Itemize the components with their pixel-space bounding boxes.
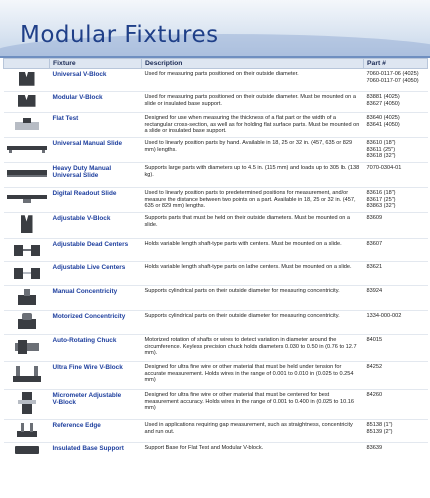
part-number-line: 83607: [366, 241, 383, 247]
modular-v-block-icon: [4, 92, 50, 113]
table-row: [4, 188, 428, 213]
base-support-icon: [4, 443, 50, 460]
live-centers-icon: [4, 262, 50, 286]
table-row: [4, 262, 428, 286]
part-number: [364, 188, 428, 213]
fixture-name: [50, 420, 142, 443]
readout-slide-icon: [4, 188, 50, 213]
flat-test-icon: [4, 113, 50, 138]
part-number: [364, 213, 428, 239]
fixture-description: Holds variable length shaft-type parts with centers. Must be mounted on a slide.: [142, 239, 364, 262]
fixture-name-line: Flat Test: [52, 115, 79, 122]
fixture-name: [50, 311, 142, 335]
table-row: [4, 69, 428, 92]
fixture-name-line: Universal V-Block: [52, 71, 107, 78]
manual-slide-icon: [4, 138, 50, 163]
fixture-name: [50, 335, 142, 362]
fixture-name-line: Motorized Concentricity: [52, 313, 126, 320]
adjustable-v-block-icon: [4, 213, 50, 239]
fixture-name-line: Adjustable Live Centers: [52, 264, 126, 271]
part-number-line: 83924: [366, 288, 383, 294]
fixture-name-line: Universal Slide: [52, 172, 99, 180]
table-row: [4, 390, 428, 420]
part-number: [364, 311, 428, 335]
part-number-line: 83881 (4025): [366, 94, 400, 100]
fixture-name-line: Universal Manual Slide: [52, 140, 123, 147]
fixture-name: [50, 163, 142, 188]
table-row: [4, 92, 428, 113]
header-image: [4, 59, 50, 69]
page-title: Modular Fixtures: [20, 22, 219, 48]
fixture-name: [50, 262, 142, 286]
table-body: [4, 69, 428, 460]
fixture-name-line: Reference Edge: [52, 422, 101, 429]
fixture-name: [50, 188, 142, 213]
fixture-name: [50, 443, 142, 460]
header-description: Description: [142, 59, 364, 69]
fixture-name-line: Modular V-Block: [52, 94, 103, 101]
reference-edge-icon: [4, 420, 50, 443]
fixture-description: Support Base for Flat Test and Modular V-block.: [142, 443, 364, 460]
part-number: [364, 113, 428, 138]
part-number: [364, 443, 428, 460]
part-number-line: 85138 (1"): [366, 422, 393, 428]
fixture-description: Designed for use when measuring the thickness of a flat part or the width of a rectangular cross-section, as well as for holding flat surface parts. Must be mounted on a slide or insulated base support.: [142, 113, 364, 138]
part-number: [364, 390, 428, 420]
heavy-slide-icon: [4, 163, 50, 188]
table-row: [4, 163, 428, 188]
fixture-description: Used to linearly position parts to predetermined positions for measurement, and/or measure the distance between two points on a part. Available in 18, 25 or 32 in. (457, 635 or 829 mm) lengths.: [142, 188, 364, 213]
part-number-line: 84252: [366, 364, 383, 370]
fixture-description: Supports cylindrical parts on their outside diameter for measuring concentricity.: [142, 311, 364, 335]
part-number-line: 83617 (25"): [366, 196, 396, 203]
fixture-description: Used in applications requiring gap measurement, such as straightness, concentricity and run out.: [142, 420, 364, 443]
fixture-description: Used to linearly position parts by hand. Available in 18, 25 or 32 in. (457, 635 or 829 mm) lengths.: [142, 138, 364, 163]
part-number: [364, 286, 428, 311]
fixture-name: [50, 69, 142, 92]
fine-wire-v-block-icon: [4, 362, 50, 390]
fixture-description: Designed for ultra fine wire or other material that must be held under tension for accurate measurement. Holds wires in the range of 0.001 to 0.010 in (0.025 to 0.254 mm): [142, 362, 364, 390]
chuck-icon: [4, 335, 50, 362]
part-number-line: 85139 (2"): [366, 428, 393, 435]
part-number-line: 83863 (32"): [366, 203, 396, 210]
fixture-name: [50, 362, 142, 390]
part-number: [364, 92, 428, 113]
fixture-name: [50, 113, 142, 138]
fixture-name-line: V-Block: [52, 399, 76, 407]
part-number: [364, 69, 428, 92]
part-number-line: 1334-000-002: [366, 313, 402, 319]
part-number-line: 83627 (4050): [366, 100, 400, 107]
table-row: [4, 311, 428, 335]
fixture-name-line: Heavy Duty Manual: [52, 165, 112, 172]
fixture-name-line: Adjustable Dead Centers: [52, 241, 129, 248]
fixture-name: [50, 138, 142, 163]
fixture-name-line: Auto-Rotating Chuck: [52, 337, 117, 344]
fixtures-table: [3, 58, 428, 460]
dead-centers-icon: [4, 239, 50, 262]
manual-concentricity-icon: [4, 286, 50, 311]
header-fixture: Fixture: [50, 59, 142, 69]
fixture-description: Supports cylindrical parts on their outside diameter for measuring concentricity.: [142, 286, 364, 311]
fixture-name-line: Ultra Fine Wire V-Block: [52, 364, 123, 371]
table-row: [4, 286, 428, 311]
part-number-line: 83640 (4025): [366, 115, 400, 121]
fixture-description: Motorized rotation of shafts or wires to detect variation in diameter around the circumference. Keyless precision chuck holds diameters 0.030 to 0.50 in (0.76 to 12.7 mm).: [142, 335, 364, 362]
part-number-line: 83616 (18"): [366, 190, 396, 196]
fixture-name-line: Digital Readout Slide: [52, 190, 117, 197]
fixture-name-line: Adjustable V-Block: [52, 215, 111, 222]
fixture-description: Supports parts that must be held on their outside diameters. Must be mounted on a slide.: [142, 213, 364, 239]
table-row: [4, 138, 428, 163]
table-header-row: [4, 59, 428, 69]
fixture-description: Supports large parts with diameters up to 4.5 in. (115 mm) and loads up to 305 lb. (138 kg).: [142, 163, 364, 188]
table-row: [4, 113, 428, 138]
fixture-description: Holds variable length shaft-type parts on lathe centers. Must be mounted on a slide.: [142, 262, 364, 286]
part-number-line: 7070-0304-01: [366, 165, 402, 171]
part-number-line: 83639: [366, 445, 383, 451]
part-number-line: 84260: [366, 392, 383, 398]
part-number-line: 83611 (25"): [366, 146, 396, 153]
header-part: Part #: [364, 59, 428, 69]
part-number: [364, 163, 428, 188]
fixture-description: Used for measuring parts positioned on their outside diameter.: [142, 69, 364, 92]
part-number: [364, 362, 428, 390]
part-number-line: 83618 (32"): [366, 153, 396, 160]
part-number-line: 7060-0117-06 (4025): [366, 71, 419, 77]
micrometer-v-block-icon: [4, 390, 50, 420]
fixture-name: [50, 213, 142, 239]
fixture-description: Designed for ultra fine wire or other material that must be centered for best measurement accuracy. Holds wires in the range of 0.001 to 0.400 in (0.025 to 10.16 mm): [142, 390, 364, 420]
fixture-name-line: Manual Concentricity: [52, 288, 118, 295]
part-number: [364, 239, 428, 262]
part-number-line: 83641 (4050): [366, 121, 400, 128]
part-number-line: 7060-0117-07 (4050): [366, 77, 419, 84]
table-row: [4, 239, 428, 262]
fixture-description: Used for measuring parts positioned on their outside diameter. Must be mounted on a slide or insulated base support.: [142, 92, 364, 113]
v-block-icon: [4, 69, 50, 92]
part-number-line: 83609: [366, 215, 383, 221]
table-row: [4, 213, 428, 239]
header-banner: [0, 0, 430, 58]
motorized-concentricity-icon: [4, 311, 50, 335]
part-number: [364, 335, 428, 362]
part-number: [364, 138, 428, 163]
fixture-name: [50, 390, 142, 420]
fixture-name-line: Insulated Base Support: [52, 445, 124, 452]
table-row: [4, 443, 428, 460]
table-row: [4, 420, 428, 443]
fixture-name: [50, 92, 142, 113]
table-row: [4, 362, 428, 390]
part-number: [364, 262, 428, 286]
part-number-line: 84015: [366, 337, 383, 343]
table-row: [4, 335, 428, 362]
fixture-name-line: Micrometer Adjustable: [52, 392, 122, 399]
part-number-line: 83610 (18"): [366, 140, 396, 146]
part-number: [364, 420, 428, 443]
fixture-name: [50, 286, 142, 311]
fixture-name: [50, 239, 142, 262]
part-number-line: 83621: [366, 264, 383, 270]
